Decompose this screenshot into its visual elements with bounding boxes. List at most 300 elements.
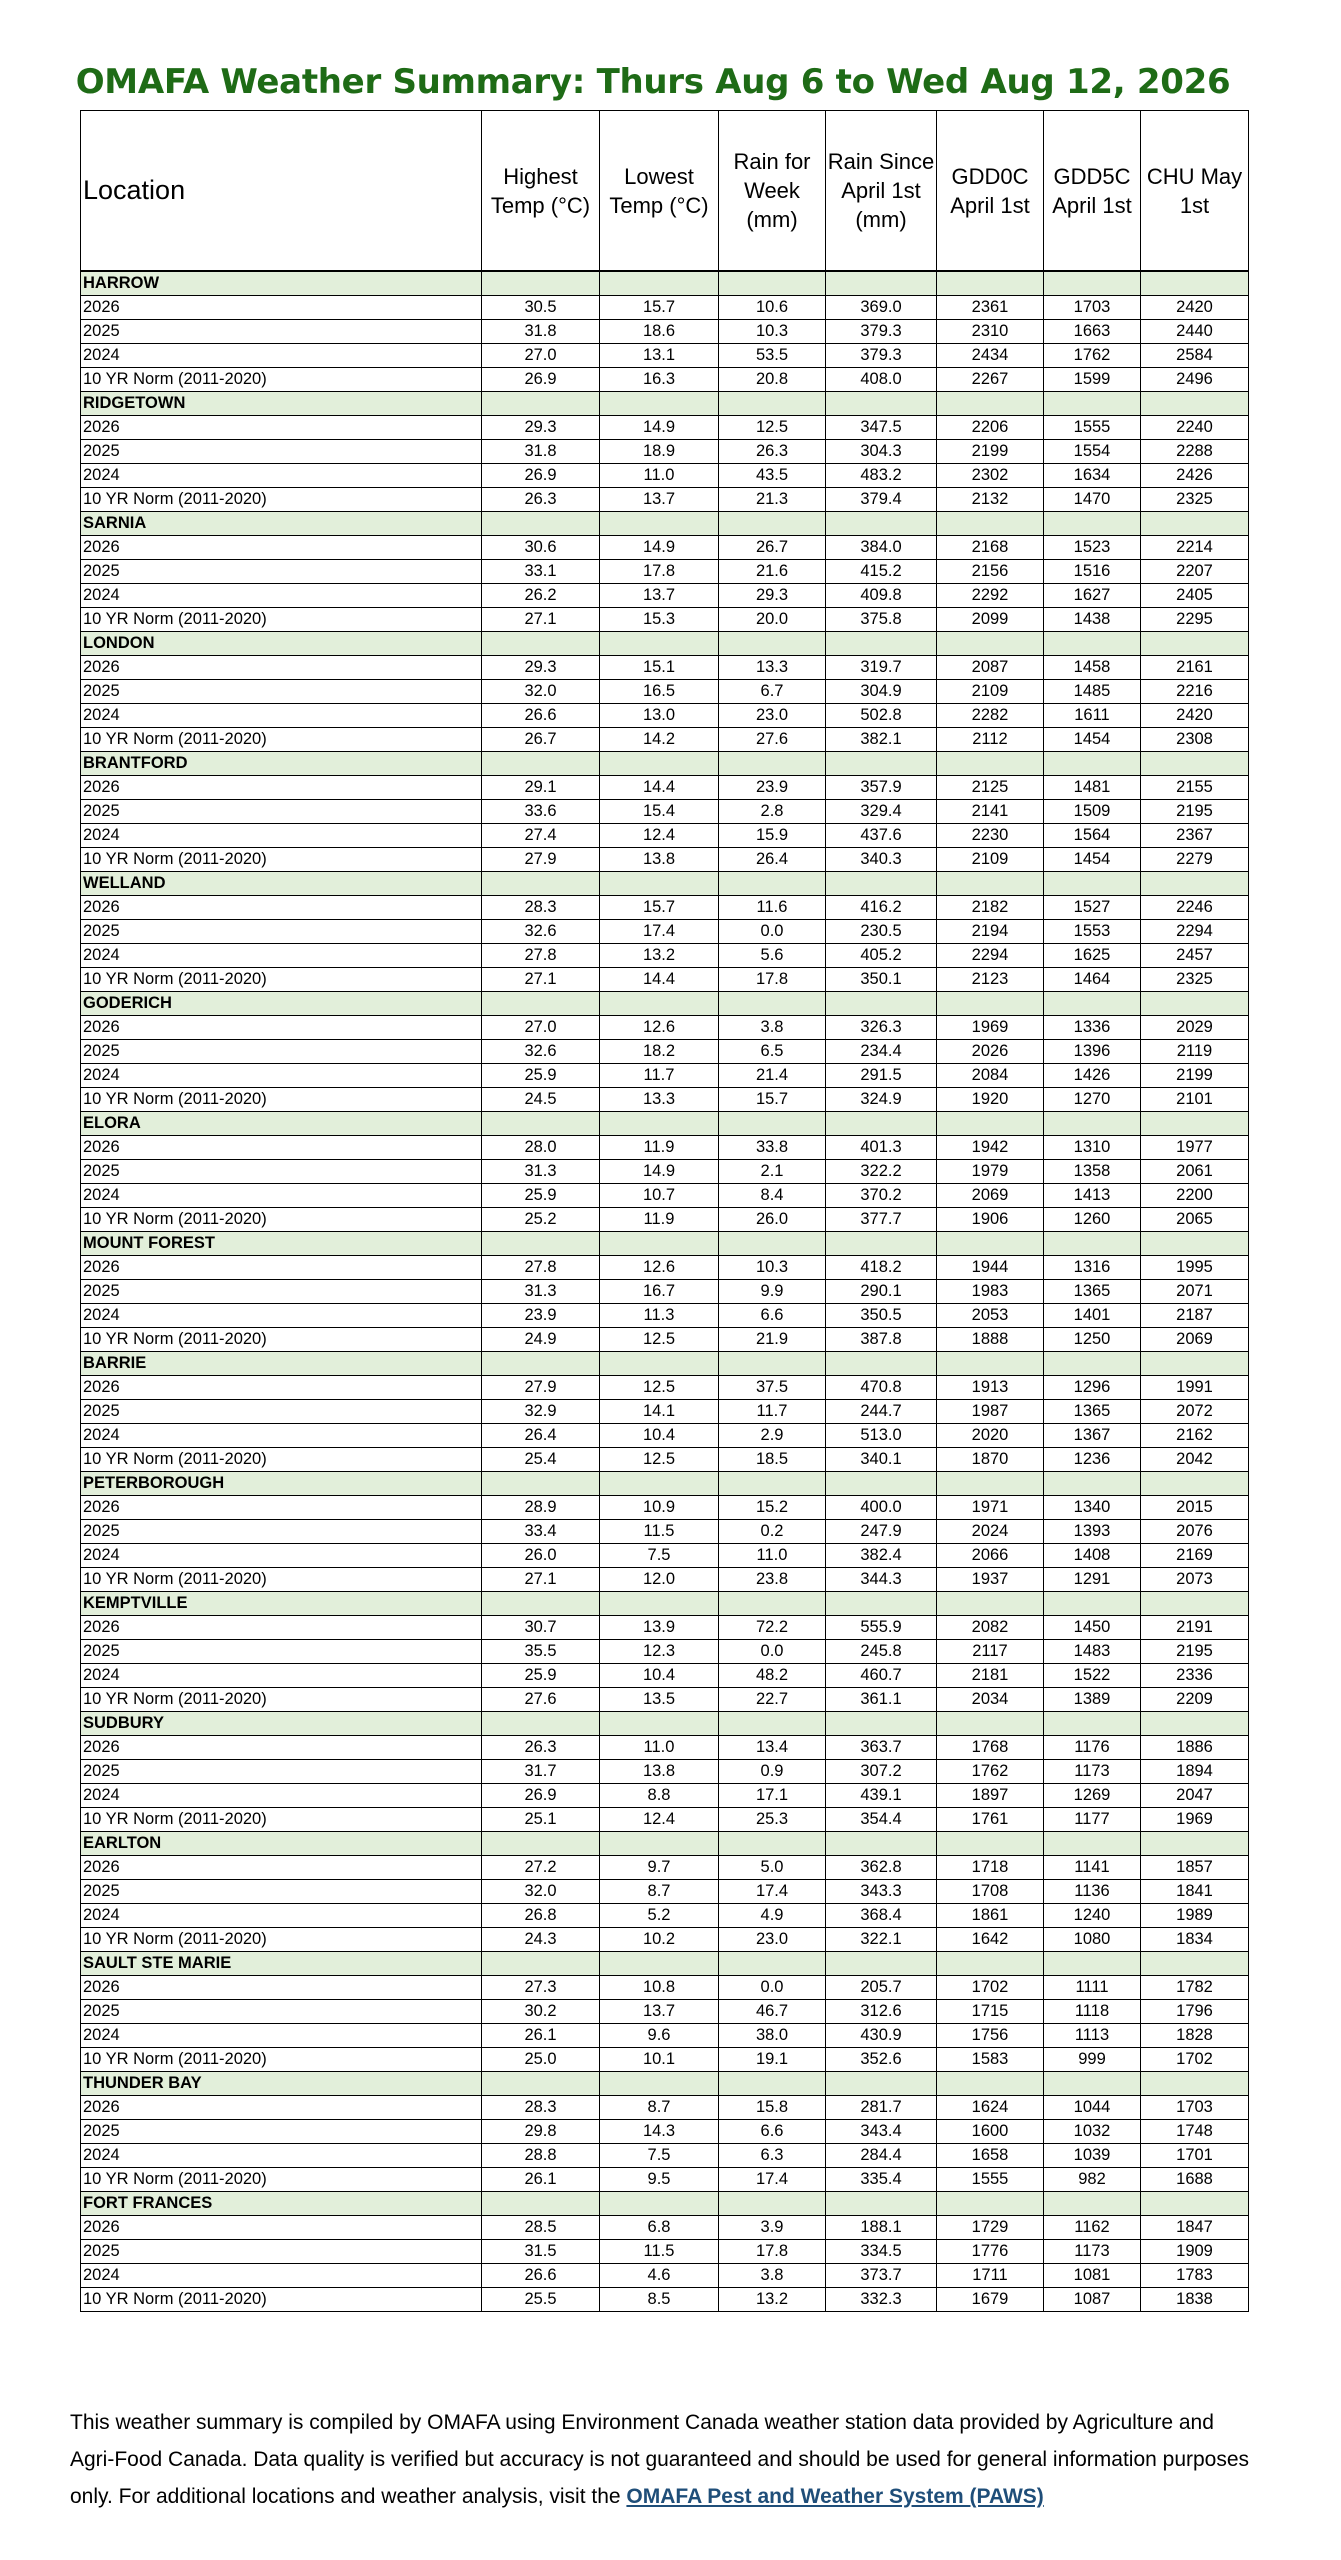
data-cell: 2426 [1141,464,1249,488]
data-cell: 1969 [1141,1808,1249,1832]
year-label: 10 YR Norm (2011-2020) [81,2288,482,2312]
table-row [81,1544,1249,1568]
data-cell: 24.9 [482,1328,600,1352]
data-cell: 14.9 [600,1160,719,1184]
group-cell [600,2192,719,2216]
data-cell: 2246 [1141,896,1249,920]
data-cell: 2367 [1141,824,1249,848]
group-cell [482,632,600,656]
data-cell: 12.0 [600,1568,719,1592]
data-cell: 11.0 [719,1544,826,1568]
data-cell: 1987 [937,1400,1044,1424]
data-cell: 415.2 [826,560,937,584]
paws-link[interactable]: OMAFA Pest and Weather System (PAWS) [626,2485,1044,2508]
data-cell: 2182 [937,896,1044,920]
data-cell: 28.9 [482,1496,600,1520]
data-cell: 409.8 [826,584,937,608]
year-label: 2024 [81,464,482,488]
data-cell: 1658 [937,2144,1044,2168]
data-cell: 11.3 [600,1304,719,1328]
data-cell: 28.8 [482,2144,600,2168]
table-row [81,1016,1249,1040]
table-row [81,1880,1249,1904]
data-cell: 2191 [1141,1616,1249,1640]
data-cell: 26.1 [482,2168,600,2192]
data-cell: 2066 [937,1544,1044,1568]
year-label: 2025 [81,2120,482,2144]
data-cell: 13.9 [600,1616,719,1640]
group-cell [719,992,826,1016]
data-cell: 1913 [937,1376,1044,1400]
data-cell: 234.4 [826,1040,937,1064]
location-group-row [81,1232,1249,1256]
data-cell: 2206 [937,416,1044,440]
table-row [81,320,1249,344]
data-cell: 401.3 [826,1136,937,1160]
table-row [81,968,1249,992]
data-cell: 2034 [937,1688,1044,1712]
data-cell: 1136 [1044,1880,1141,1904]
data-cell: 27.1 [482,1568,600,1592]
data-cell: 347.5 [826,416,937,440]
table-row [81,1184,1249,1208]
group-cell [482,1592,600,1616]
data-cell: 1886 [1141,1736,1249,1760]
group-cell [1141,1832,1249,1856]
data-cell: 12.5 [719,416,826,440]
data-cell: 2015 [1141,1496,1249,1520]
data-cell: 2294 [937,944,1044,968]
table-row [81,1760,1249,1784]
group-cell [937,512,1044,536]
data-cell: 1627 [1044,584,1141,608]
data-cell: 2294 [1141,920,1249,944]
data-cell: 2457 [1141,944,1249,968]
data-cell: 340.1 [826,1448,937,1472]
data-cell: 11.9 [600,1136,719,1160]
data-cell: 1081 [1044,2264,1141,2288]
group-cell [937,1472,1044,1496]
data-cell: 7.5 [600,2144,719,2168]
data-cell: 27.2 [482,1856,600,1880]
data-cell: 2161 [1141,656,1249,680]
table-row [81,368,1249,392]
location-name: PETERBOROUGH [81,1472,482,1496]
data-cell: 344.3 [826,1568,937,1592]
data-cell: 2336 [1141,1664,1249,1688]
data-cell: 1701 [1141,2144,1249,2168]
group-cell [600,1232,719,1256]
data-cell: 244.7 [826,1400,937,1424]
year-label: 2025 [81,1160,482,1184]
group-cell [826,1352,937,1376]
year-label: 2026 [81,1256,482,1280]
data-cell: 1991 [1141,1376,1249,1400]
data-cell: 5.0 [719,1856,826,1880]
year-label: 2024 [81,2024,482,2048]
group-cell [937,1952,1044,1976]
data-cell: 29.3 [482,656,600,680]
data-cell: 1365 [1044,1280,1141,1304]
group-cell [719,1832,826,1856]
year-label: 10 YR Norm (2011-2020) [81,968,482,992]
data-cell: 26.7 [482,728,600,752]
column-header: Rain Since April 1st (mm) [826,111,937,272]
data-cell: 31.5 [482,2240,600,2264]
location-group-row [81,1832,1249,1856]
data-cell: 72.2 [719,1616,826,1640]
data-cell: 26.7 [719,536,826,560]
data-cell: 4.9 [719,1904,826,1928]
data-cell: 8.7 [600,2096,719,2120]
data-cell: 384.0 [826,536,937,560]
data-cell: 1944 [937,1256,1044,1280]
data-cell: 332.3 [826,2288,937,2312]
data-cell: 31.3 [482,1280,600,1304]
group-cell [937,1832,1044,1856]
table-row [81,800,1249,824]
group-cell [826,2192,937,2216]
data-cell: 2.8 [719,800,826,824]
data-cell: 322.2 [826,1160,937,1184]
data-cell: 1426 [1044,1064,1141,1088]
year-label: 2025 [81,2000,482,2024]
data-cell: 26.0 [482,1544,600,1568]
data-cell: 4.6 [600,2264,719,2288]
data-cell: 1527 [1044,896,1141,920]
data-cell: 2405 [1141,584,1249,608]
data-cell: 2053 [937,1304,1044,1328]
table-row [81,1400,1249,1424]
group-cell [719,1952,826,1976]
data-cell: 26.6 [482,704,600,728]
year-label: 2024 [81,1544,482,1568]
year-label: 2024 [81,1184,482,1208]
group-cell [600,271,719,296]
data-cell: 377.7 [826,1208,937,1232]
data-cell: 0.0 [719,920,826,944]
table-row [81,1616,1249,1640]
data-cell: 26.8 [482,1904,600,1928]
data-cell: 1080 [1044,1928,1141,1952]
data-cell: 1942 [937,1136,1044,1160]
data-cell: 2047 [1141,1784,1249,1808]
data-cell: 2230 [937,824,1044,848]
data-cell: 1438 [1044,608,1141,632]
year-label: 2026 [81,2216,482,2240]
data-cell: 1270 [1044,1088,1141,1112]
data-cell: 10.7 [600,1184,719,1208]
data-cell: 1703 [1044,296,1141,320]
table-row [81,2216,1249,2240]
data-cell: 1718 [937,1856,1044,1880]
column-header: GDD5C April 1st [1044,111,1141,272]
footnote-text: This weather summary is compiled by OMAFA using Environment Canada weather station data provided by Agriculture and Agri-Food Canada. Data quality is verified but accuracy is not guaranteed and should be used for general information purposes only. For additional locations and weather analysis, visit the [70,2411,1250,2508]
data-cell: 15.4 [600,800,719,824]
data-cell: 2169 [1141,1544,1249,1568]
location-name: FORT FRANCES [81,2192,482,2216]
data-cell: 1995 [1141,1256,1249,1280]
group-cell [1141,392,1249,416]
table-row [81,560,1249,584]
year-label: 2025 [81,800,482,824]
year-label: 2025 [81,920,482,944]
data-cell: 15.3 [600,608,719,632]
data-cell: 1173 [1044,2240,1141,2264]
year-label: 2025 [81,440,482,464]
data-cell: 1554 [1044,440,1141,464]
data-cell: 11.0 [600,1736,719,1760]
data-cell: 26.2 [482,584,600,608]
data-cell: 27.9 [482,1376,600,1400]
year-label: 2026 [81,1376,482,1400]
data-cell: 17.8 [600,560,719,584]
data-cell: 1828 [1141,2024,1249,2048]
year-label: 2026 [81,896,482,920]
data-cell: 2440 [1141,320,1249,344]
data-cell: 2279 [1141,848,1249,872]
data-cell: 7.5 [600,1544,719,1568]
data-cell: 13.8 [600,1760,719,1784]
data-cell: 350.1 [826,968,937,992]
group-cell [1141,752,1249,776]
table-row [81,416,1249,440]
data-cell: 245.8 [826,1640,937,1664]
data-cell: 2101 [1141,1088,1249,1112]
data-cell: 17.4 [719,1880,826,1904]
group-cell [600,1112,719,1136]
data-cell: 1316 [1044,1256,1141,1280]
data-cell: 1401 [1044,1304,1141,1328]
data-cell: 1920 [937,1088,1044,1112]
group-cell [937,1232,1044,1256]
group-cell [719,392,826,416]
data-cell: 430.9 [826,2024,937,2048]
year-label: 2025 [81,1040,482,1064]
data-cell: 29.3 [482,416,600,440]
data-cell: 31.8 [482,320,600,344]
table-row [81,2048,1249,2072]
group-cell [1141,512,1249,536]
year-label: 10 YR Norm (2011-2020) [81,1808,482,1832]
group-cell [719,1112,826,1136]
data-cell: 281.7 [826,2096,937,2120]
table-row [81,896,1249,920]
data-cell: 12.4 [600,1808,719,1832]
location-group-row [81,992,1249,1016]
data-cell: 5.6 [719,944,826,968]
data-cell: 2295 [1141,608,1249,632]
group-cell [937,752,1044,776]
year-label: 10 YR Norm (2011-2020) [81,728,482,752]
data-cell: 13.1 [600,344,719,368]
location-group-row [81,512,1249,536]
year-label: 2026 [81,416,482,440]
table-row [81,2240,1249,2264]
year-label: 10 YR Norm (2011-2020) [81,1208,482,1232]
table-row [81,1160,1249,1184]
data-cell: 1909 [1141,2240,1249,2264]
data-cell: 0.0 [719,1976,826,2000]
data-cell: 1396 [1044,1040,1141,1064]
data-cell: 25.3 [719,1808,826,1832]
data-cell: 2087 [937,656,1044,680]
data-cell: 26.6 [482,2264,600,2288]
data-cell: 1340 [1044,1496,1141,1520]
data-cell: 1113 [1044,2024,1141,2048]
group-cell [482,1832,600,1856]
data-cell: 1870 [937,1448,1044,1472]
data-cell: 20.0 [719,608,826,632]
group-cell [937,872,1044,896]
year-label: 2026 [81,1136,482,1160]
group-cell [719,1712,826,1736]
data-cell: 1688 [1141,2168,1249,2192]
data-cell: 1236 [1044,1448,1141,1472]
year-label: 2024 [81,824,482,848]
data-cell: 33.1 [482,560,600,584]
table-body [81,271,1249,2312]
table-row [81,2288,1249,2312]
data-cell: 307.2 [826,1760,937,1784]
data-cell: 14.4 [600,776,719,800]
table-row [81,1136,1249,1160]
data-cell: 2434 [937,344,1044,368]
data-cell: 362.8 [826,1856,937,1880]
data-cell: 502.8 [826,704,937,728]
data-cell: 2194 [937,920,1044,944]
data-cell: 13.4 [719,1736,826,1760]
group-cell [826,752,937,776]
data-cell: 26.9 [482,368,600,392]
year-label: 2025 [81,2240,482,2264]
data-cell: 1838 [1141,2288,1249,2312]
data-cell: 30.2 [482,2000,600,2024]
group-cell [826,1472,937,1496]
table-row [81,584,1249,608]
location-group-row [81,1952,1249,1976]
data-cell: 26.9 [482,1784,600,1808]
data-cell: 1906 [937,1208,1044,1232]
year-label: 2025 [81,1760,482,1784]
data-cell: 2065 [1141,1208,1249,1232]
data-cell: 24.5 [482,1088,600,1112]
data-cell: 11.0 [600,464,719,488]
data-cell: 16.7 [600,1280,719,1304]
table-row [81,680,1249,704]
data-cell: 1240 [1044,1904,1141,1928]
year-label: 10 YR Norm (2011-2020) [81,2048,482,2072]
table-row [81,608,1249,632]
year-label: 2025 [81,320,482,344]
data-cell: 14.9 [600,536,719,560]
data-cell: 24.3 [482,1928,600,1952]
data-cell: 12.5 [600,1328,719,1352]
location-name: MOUNT FOREST [81,1232,482,1256]
data-cell: 1715 [937,2000,1044,2024]
data-cell: 1796 [1141,2000,1249,2024]
data-cell: 2584 [1141,344,1249,368]
group-cell [1044,1712,1141,1736]
data-cell: 1894 [1141,1760,1249,1784]
location-group-row [81,1472,1249,1496]
data-cell: 27.0 [482,344,600,368]
group-cell [600,1832,719,1856]
data-cell: 30.7 [482,1616,600,1640]
data-cell: 1413 [1044,1184,1141,1208]
data-cell: 22.7 [719,1688,826,1712]
data-cell: 21.6 [719,560,826,584]
data-cell: 31.8 [482,440,600,464]
data-cell: 188.1 [826,2216,937,2240]
data-cell: 291.5 [826,1064,937,1088]
year-label: 10 YR Norm (2011-2020) [81,488,482,512]
table-row [81,2096,1249,2120]
group-cell [719,2192,826,2216]
data-cell: 1897 [937,1784,1044,1808]
location-group-row [81,872,1249,896]
data-cell: 27.1 [482,968,600,992]
data-cell: 26.1 [482,2024,600,2048]
group-cell [826,1592,937,1616]
data-cell: 28.0 [482,1136,600,1160]
group-cell [1141,1592,1249,1616]
group-cell [719,872,826,896]
data-cell: 1679 [937,2288,1044,2312]
data-cell: 2061 [1141,1160,1249,1184]
year-label: 2024 [81,2144,482,2168]
group-cell [719,1472,826,1496]
table-row [81,1976,1249,2000]
data-cell: 312.6 [826,2000,937,2024]
group-cell [1141,1352,1249,1376]
data-cell: 1523 [1044,536,1141,560]
data-cell: 27.8 [482,1256,600,1280]
group-cell [937,1112,1044,1136]
group-cell [719,2072,826,2096]
location-name: SARNIA [81,512,482,536]
data-cell: 9.6 [600,2024,719,2048]
data-cell: 12.3 [600,1640,719,1664]
group-cell [482,2072,600,2096]
data-cell: 329.4 [826,800,937,824]
data-cell: 382.4 [826,1544,937,1568]
table-row [81,944,1249,968]
location-group-row [81,2072,1249,2096]
data-cell: 48.2 [719,1664,826,1688]
data-cell: 1389 [1044,1688,1141,1712]
location-name: SAULT STE MARIE [81,1952,482,1976]
data-cell: 1711 [937,2264,1044,2288]
data-cell: 375.8 [826,608,937,632]
data-cell: 247.9 [826,1520,937,1544]
data-cell: 21.4 [719,1064,826,1088]
data-cell: 304.9 [826,680,937,704]
data-cell: 6.7 [719,680,826,704]
data-cell: 31.3 [482,1160,600,1184]
data-cell: 26.3 [482,1736,600,1760]
group-cell [1044,2192,1141,2216]
group-cell [1044,992,1141,1016]
table-row [81,1784,1249,1808]
data-cell: 334.5 [826,2240,937,2264]
group-cell [1044,2072,1141,2096]
data-cell: 25.9 [482,1064,600,1088]
data-cell: 21.3 [719,488,826,512]
data-cell: 1555 [1044,416,1141,440]
location-name: GODERICH [81,992,482,1016]
group-cell [826,1712,937,1736]
